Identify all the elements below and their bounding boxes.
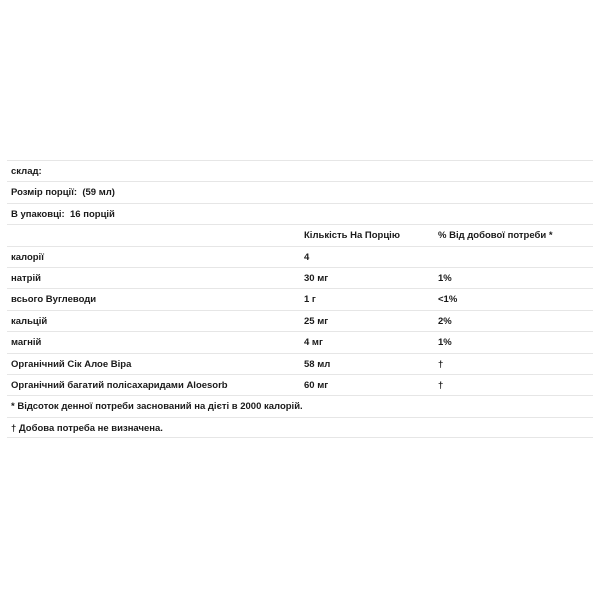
nutrient-amount: 4 мг	[304, 337, 323, 349]
nutrient-amount: 1 г	[304, 294, 316, 306]
heading-row	[7, 160, 593, 181]
nutrient-daily-value: †	[438, 358, 444, 370]
servings-label: В упаковці:	[11, 208, 65, 220]
nutrient-name: кальцій	[11, 315, 48, 327]
facts-heading: склад:	[11, 166, 42, 177]
serving-size-label: Розмір порції:	[11, 187, 78, 199]
servings-per-container-row	[7, 203, 593, 224]
nutrient-name: Органічний багатий полісахаридами Aloesorb	[11, 379, 228, 391]
daily-value-column-header: % Від добової потреби *	[438, 230, 553, 242]
nutrient-name: натрій	[11, 272, 41, 284]
nutrient-name: всього Вуглеводи	[11, 294, 97, 306]
footnote-row	[7, 417, 593, 438]
table-row	[7, 267, 593, 288]
table-row	[7, 353, 593, 374]
nutrient-amount: 60 мг	[304, 379, 329, 391]
serving-size	[11, 182, 115, 203]
daily-value-footnote: * Відсоток денної потреби заснований на дієті в 2000 калорій.	[11, 401, 303, 413]
nutrient-name: калорії	[11, 251, 44, 263]
not-established-footnote: † Добова потреба не визначена.	[11, 422, 163, 434]
nutrient-name: Органічний Сік Алое Віра	[11, 358, 132, 370]
nutrient-amount: 4	[304, 251, 310, 263]
serving-size-row	[7, 181, 593, 202]
amount-column-header: Кількість На Порцію	[304, 230, 400, 242]
servings-value: 16 порцій	[70, 208, 115, 220]
servings-per-container	[11, 204, 115, 225]
nutrient-amount: 25 мг	[304, 315, 329, 327]
table-row	[7, 288, 593, 309]
footnote-row	[7, 395, 593, 416]
nutrient-amount: 58 мл	[304, 358, 331, 370]
nutrient-amount: 30 мг	[304, 272, 329, 284]
table-row	[7, 331, 593, 352]
table-row	[7, 246, 593, 267]
nutrient-daily-value: 1%	[438, 337, 452, 349]
nutrient-daily-value: <1%	[438, 294, 458, 306]
serving-size-value: (59 мл)	[82, 187, 115, 199]
table-row	[7, 310, 593, 331]
column-header-row	[7, 224, 593, 245]
nutrient-name: магній	[11, 337, 42, 349]
nutrient-daily-value: 1%	[438, 272, 452, 284]
nutrient-daily-value: 2%	[438, 315, 452, 327]
nutrient-daily-value: †	[438, 379, 444, 391]
table-row	[7, 374, 593, 395]
supplement-facts-table	[7, 160, 593, 438]
